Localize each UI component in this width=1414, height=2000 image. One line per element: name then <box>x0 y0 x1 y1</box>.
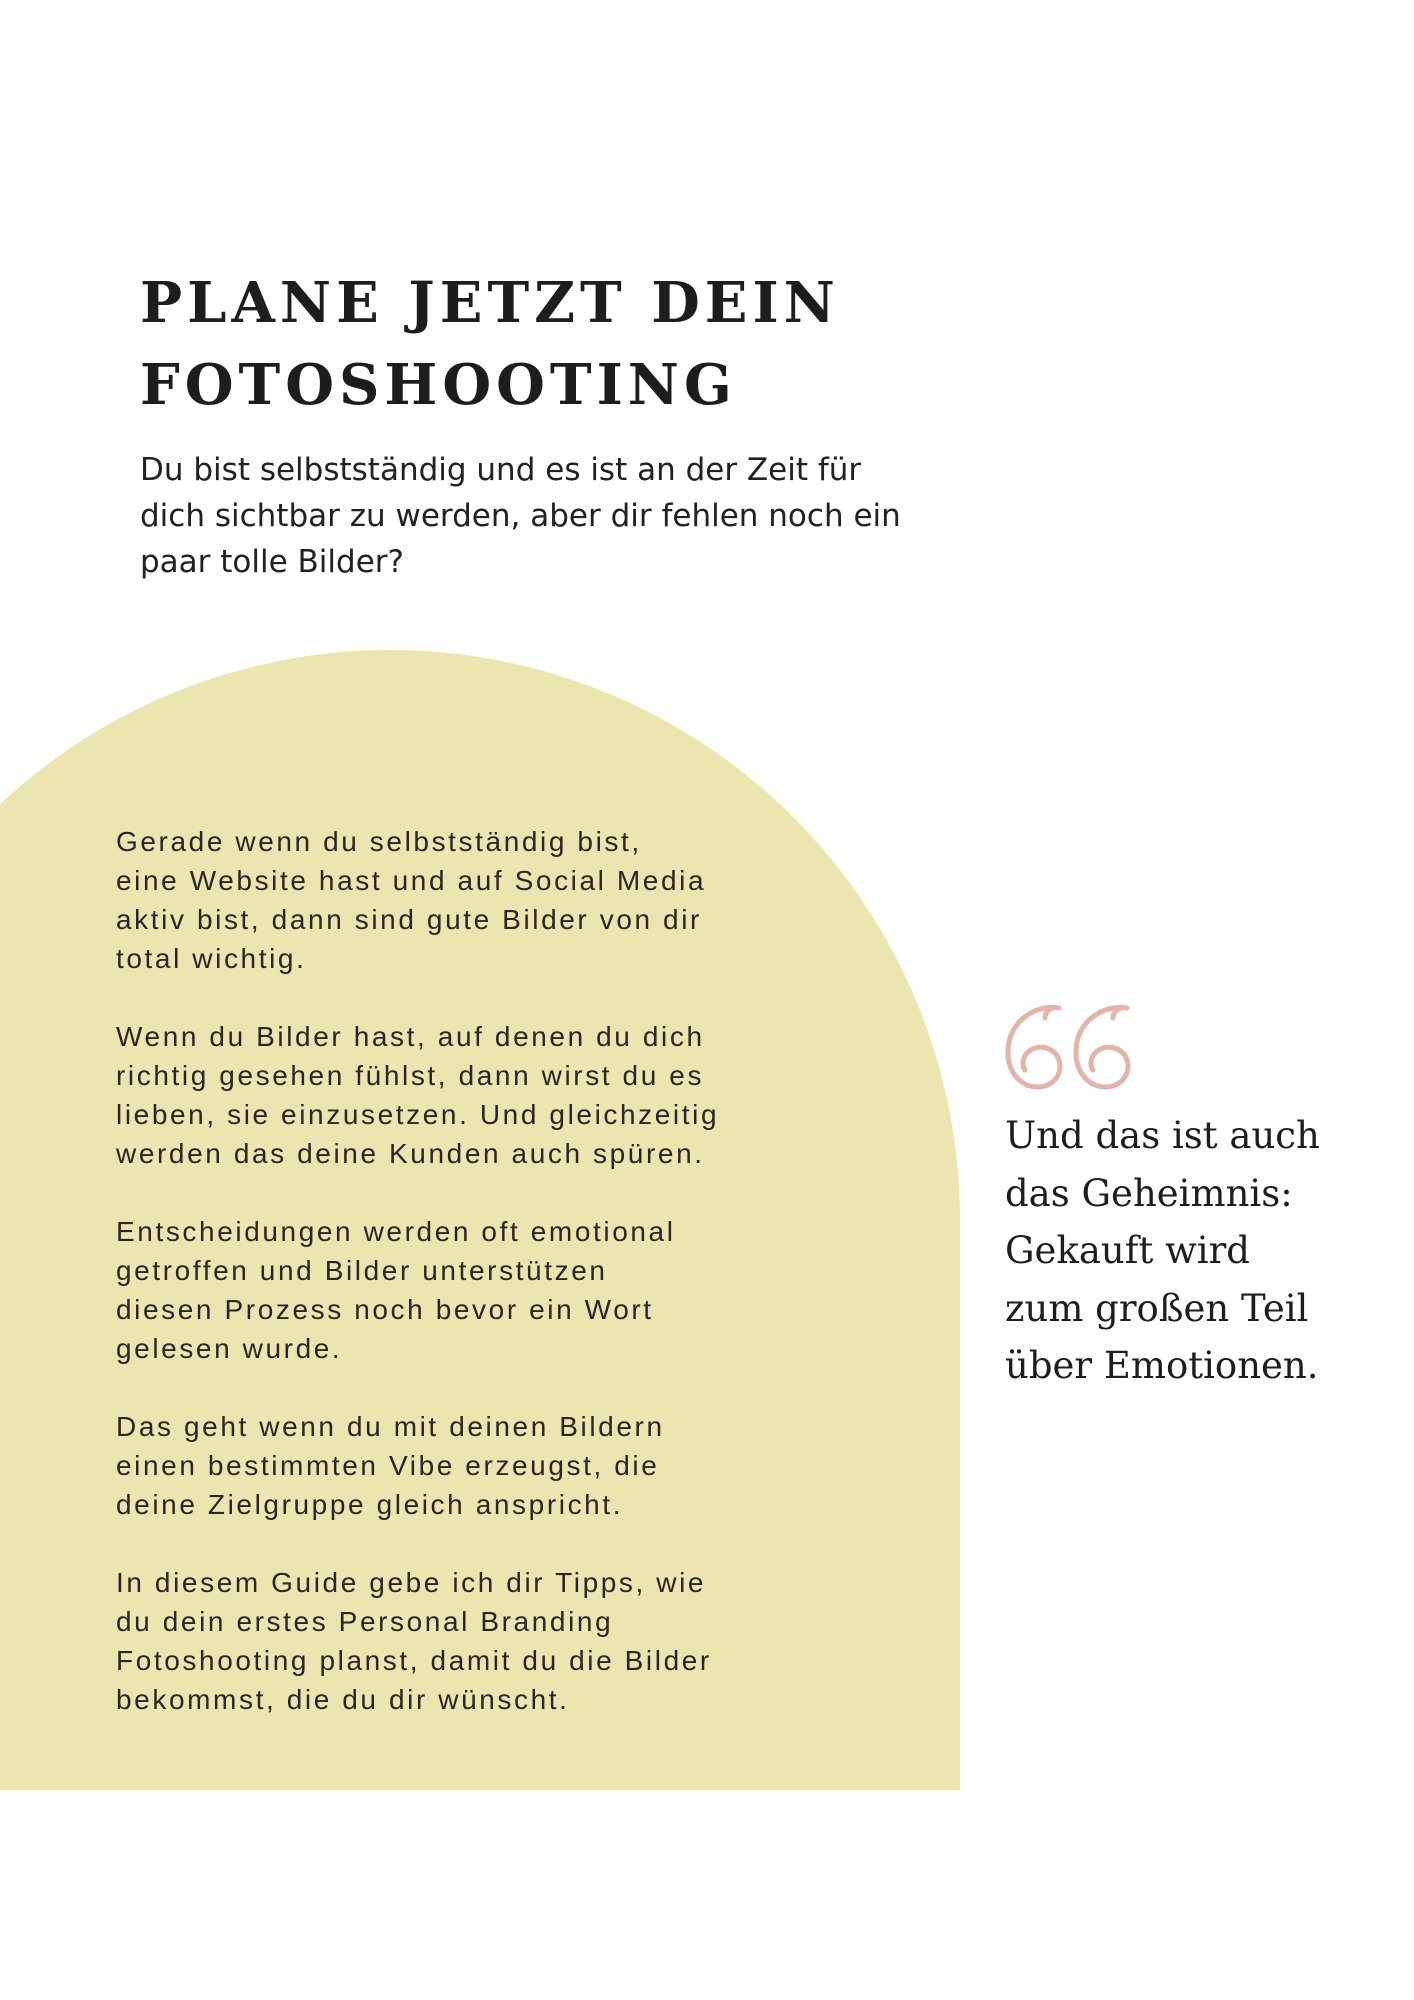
intro-line: paar tolle Bilder? <box>140 544 404 580</box>
body-paragraph <box>116 1017 836 1173</box>
quote-line: das Geheimnis: <box>1005 1171 1293 1215</box>
body-line: deine Zielgruppe gleich anspricht. <box>116 1489 624 1520</box>
pull-quote <box>1005 1107 1405 1395</box>
body-paragraph <box>116 822 836 978</box>
quote-line: zum großen Teil <box>1005 1286 1309 1330</box>
intro-text <box>140 447 980 585</box>
quotation-mark-icon <box>1003 1000 1133 1092</box>
body-line: Das geht wenn du mit deinen Bildern <box>116 1411 665 1442</box>
body-line: richtig gesehen fühlst, dann wirst du es <box>116 1060 705 1091</box>
body-line: lieben, sie einzusetzen. Und gleichzeitig <box>116 1099 720 1130</box>
body-line: getroffen und Bilder unterstützen <box>116 1255 608 1286</box>
body-line: Wenn du Bilder hast, auf denen du dich <box>116 1021 705 1052</box>
body-line: Entscheidungen werden oft emotional <box>116 1216 676 1247</box>
intro-line: Du bist selbstständig und es ist an der Zeit für <box>140 452 862 488</box>
page-title <box>140 262 840 426</box>
body-line: einen bestimmten Vibe erzeugst, die <box>116 1450 660 1481</box>
quote-line: über Emotionen. <box>1005 1344 1319 1387</box>
body-line: total wichtig. <box>116 943 307 974</box>
body-line: eine Website hast und auf Social Media <box>116 865 707 896</box>
quote-line: Und das ist auch <box>1005 1114 1320 1157</box>
title-line: PLANE JETZT DEIN <box>140 270 840 336</box>
body-line: bekommst, die du dir wünscht. <box>116 1684 570 1715</box>
intro-line: dich sichtbar zu werden, aber dir fehlen noch ein <box>140 498 901 534</box>
body-line: Gerade wenn du selbstständig bist, <box>116 826 642 857</box>
body-line: du dein erstes Personal Branding <box>116 1606 614 1637</box>
body-paragraph <box>116 1563 836 1719</box>
body-line: gelesen wurde. <box>116 1333 343 1364</box>
body-line: diesen Prozess noch bevor ein Wort <box>116 1294 654 1325</box>
body-line: In diesem Guide gebe ich dir Tipps, wie <box>116 1567 707 1598</box>
body-text <box>116 822 836 1758</box>
title-line: FOTOSHOOTING <box>140 352 737 418</box>
quote-line: Gekauft wird <box>1005 1229 1250 1272</box>
body-paragraph <box>116 1212 836 1368</box>
body-paragraph <box>116 1407 836 1524</box>
body-line: Fotoshooting planst, damit du die Bilder <box>116 1645 712 1676</box>
body-line: werden das deine Kunden auch spüren. <box>116 1138 705 1169</box>
body-line: aktiv bist, dann sind gute Bilder von dir <box>116 904 702 935</box>
